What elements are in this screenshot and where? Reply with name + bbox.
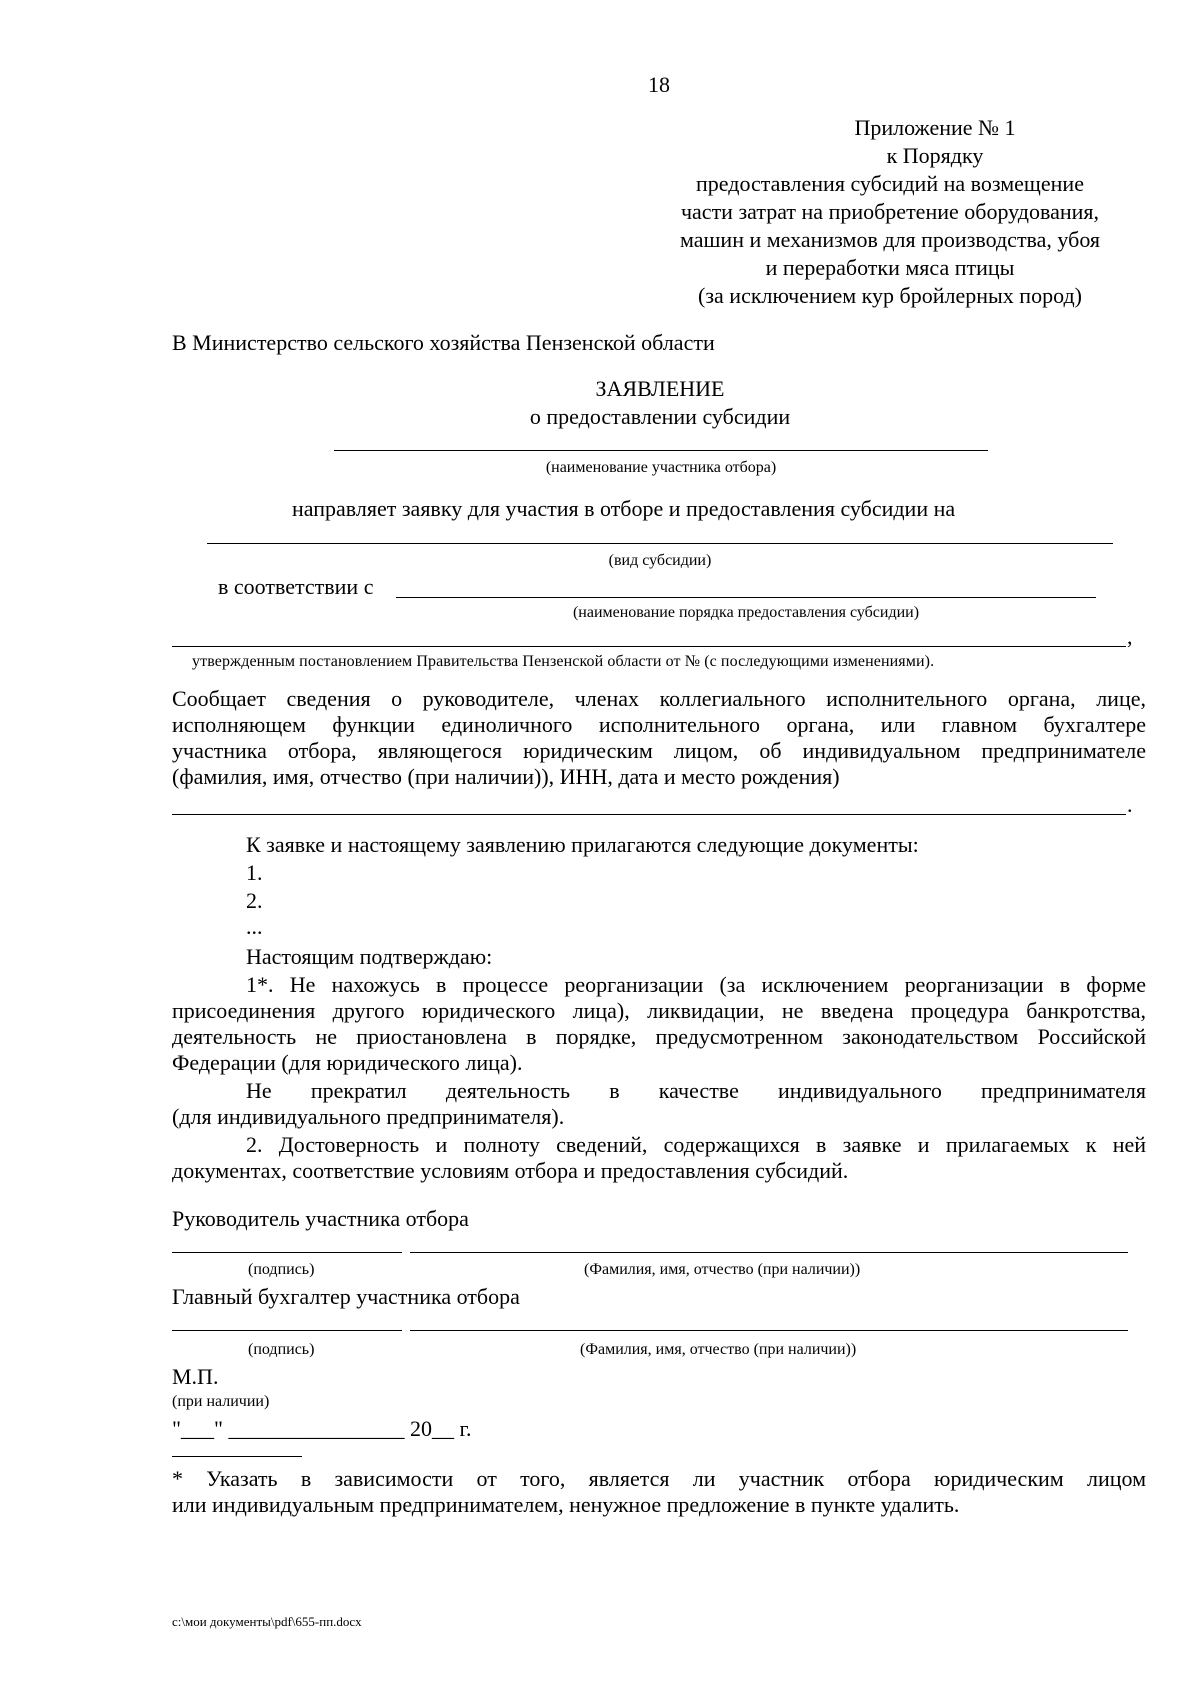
- confirm-intro: Настоящим подтверждаю:: [246, 944, 493, 969]
- confirm-line: деятельность не приостановлена в порядке, предусмотренном законодательством Российской: [172, 1024, 1146, 1049]
- confirm-line: Не прекратил деятельность в качестве индивидуального предпринимателя: [246, 1078, 1146, 1103]
- footnote: [172, 1466, 1146, 1518]
- participant-name-caption: (наименование участника отбора): [545, 459, 777, 476]
- head-fio-caption: (Фамилия, имя, отчество (при наличии)): [584, 1261, 861, 1278]
- confirm-line: (для индивидуального предпринимателя).: [172, 1104, 565, 1129]
- document-subtitle: о предоставлении субсидии: [529, 404, 791, 429]
- appendix-line: части затрат на приобретение оборудования,: [680, 199, 1100, 224]
- participant-name-line: [334, 450, 988, 451]
- info-line: исполняющем функции единоличного исполнительного органа, или главном бухгалтере: [172, 712, 1146, 737]
- attachment-item: ...: [246, 914, 263, 939]
- period-mark: .: [1127, 792, 1133, 817]
- confirm-line: присоединения другого юридического лица), ликвидации, не введена процедура банкротства,: [172, 998, 1146, 1023]
- confirm-line: документах, соответствие условиям отбора и предоставления субсидий.: [172, 1158, 849, 1183]
- head-signature-caption: (подпись): [248, 1261, 315, 1278]
- footnote-line: или индивидуальным предпринимателем, ненужное предложение в пункте удалить.: [172, 1492, 960, 1517]
- confirm-line: 2. Достоверность и полноту сведений, содержащихся в заявке и прилагаемых к ней: [246, 1132, 1146, 1157]
- stamp-label: М.П.: [172, 1364, 219, 1389]
- procedure-name-caption: (наименование порядка предоставления субсидии): [572, 604, 920, 621]
- according-to-label: в соответствии с: [218, 574, 374, 599]
- attachment-item: 2.: [246, 888, 263, 913]
- approved-by-text: утвержденным постановлением Правительства Пензенской области от № (с последующими изменениями).: [192, 653, 935, 670]
- appendix-line: машин и механизмов для производства, убоя: [679, 227, 1101, 252]
- head-label: Руководитель участника отбора: [172, 1206, 469, 1231]
- confirm-item-1: [172, 972, 1146, 1076]
- addressee: В Министерство сельского хозяйства Пензенской области: [172, 330, 715, 355]
- attachment-item: 1.: [246, 860, 263, 885]
- head-signature-line: [172, 1252, 402, 1253]
- appendix-block: [640, 114, 1140, 310]
- page-number: 18: [648, 72, 670, 97]
- accountant-fio-caption: (Фамилия, имя, отчество (при наличии)): [580, 1341, 857, 1358]
- appendix-line: к Порядку: [886, 143, 984, 168]
- head-fio-line: [410, 1252, 1128, 1253]
- accountant-label: Главный бухгалтер участника отбора: [172, 1284, 520, 1309]
- accountant-signature-line: [172, 1330, 402, 1331]
- subsidy-type-line: [207, 543, 1113, 544]
- confirm-line: 1*. Не нахожусь в процессе реорганизации (за исключением реорганизации в форме: [246, 972, 1146, 997]
- procedure-name-line: [396, 597, 1096, 598]
- info-paragraph: [172, 686, 1146, 790]
- sends-request-text: направляет заявку для участия в отборе и предоставления субсидии на: [292, 496, 956, 521]
- comma-mark: ,: [1127, 624, 1133, 649]
- accountant-fio-line: [410, 1330, 1128, 1331]
- stamp-note: (при наличии): [172, 1393, 270, 1410]
- info-fill-line: [172, 814, 1126, 815]
- appendix-line: и переработки мяса птицы: [765, 255, 1015, 280]
- file-path: c:\мои документы\pdf\655-пп.docx: [172, 1614, 362, 1629]
- appendix-line: предоставления субсидий на возмещение: [696, 171, 1084, 196]
- footnote-line: * Указать в зависимости от того, является ли участник отбора юридическим лицом: [172, 1466, 1146, 1491]
- info-line: Сообщает сведения о руководителе, членах коллегиального исполнительного органа, лице,: [172, 686, 1146, 711]
- confirm-item-2: [172, 1132, 1146, 1184]
- info-line: участника отбора, являющегося юридическим лицом, об индивидуальном предпринимателе: [172, 738, 1146, 763]
- subsidy-type-caption: (вид субсидии): [608, 552, 712, 569]
- accountant-signature-caption: (подпись): [248, 1341, 315, 1358]
- attachments-intro: К заявке и настоящему заявлению прилагаются следующие документы:: [246, 832, 919, 857]
- info-line: (фамилия, имя, отчество (при наличии)), ИНН, дата и место рождения): [172, 764, 840, 789]
- confirm-item-1b: [172, 1078, 1146, 1130]
- date-line: "___" ________________ 20__ г.: [172, 1416, 472, 1441]
- appendix-line: (за исключением кур бройлерных пород): [698, 283, 1082, 308]
- document-title: ЗАЯВЛЕНИЕ: [595, 376, 725, 401]
- footnote-separator: [172, 1456, 302, 1457]
- procedure-continuation-line: [172, 646, 1126, 647]
- confirm-line: Федерации (для юридического лица).: [172, 1050, 523, 1075]
- appendix-line: Приложение № 1: [854, 115, 1016, 140]
